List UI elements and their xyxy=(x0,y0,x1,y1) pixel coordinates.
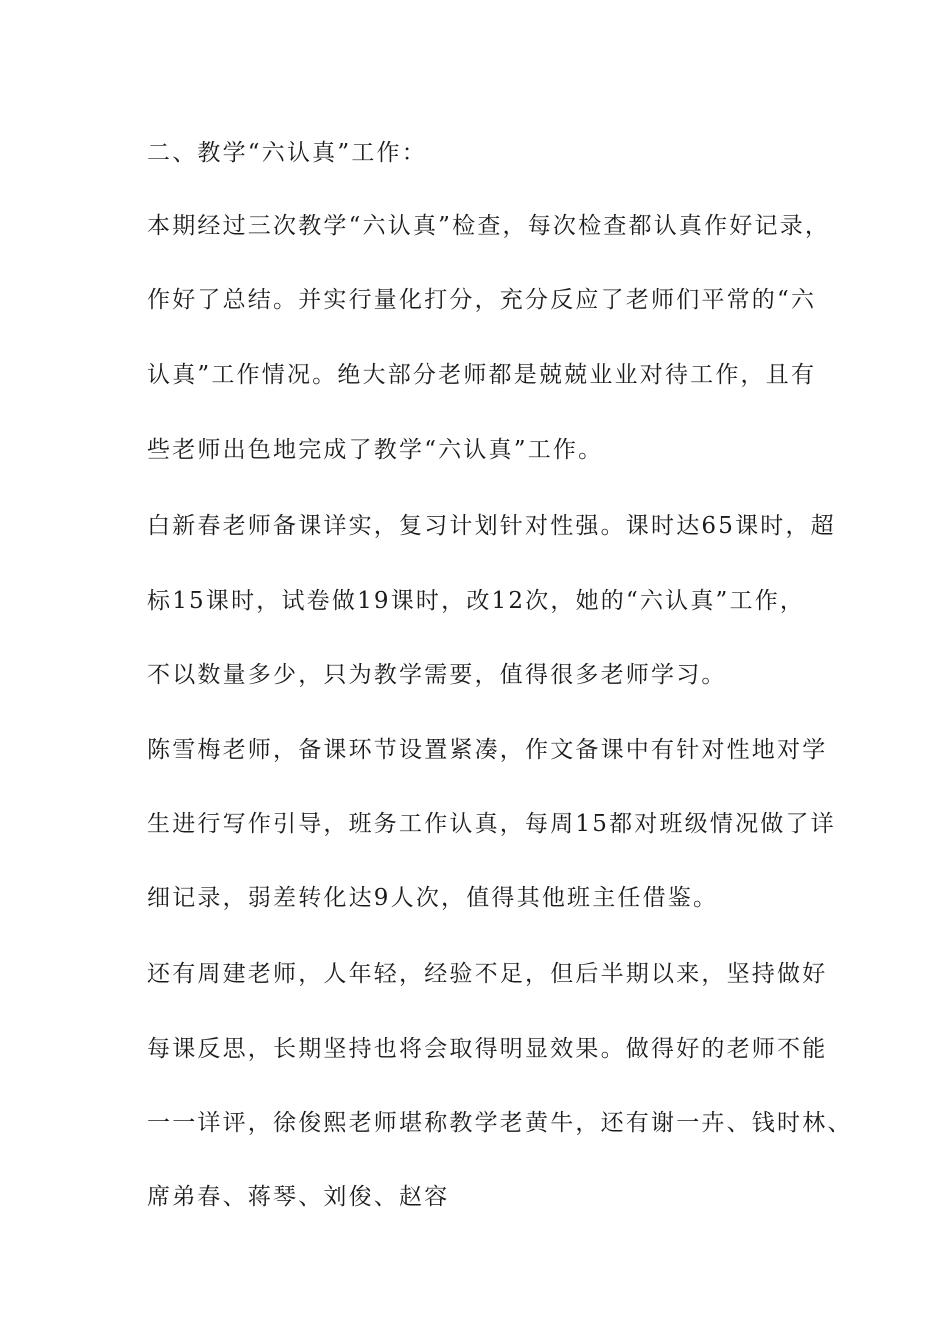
paragraph-line: 生进行写作引导，班务工作认真，每周15都对班级情况做了详 xyxy=(147,811,836,837)
paragraph-line: 白新春老师备课详实，复习计划针对性强。课时达65课时，超 xyxy=(147,513,836,539)
paragraph-line: 细记录，弱差转化达9人次，值得其他班主任借鉴。 xyxy=(147,885,719,911)
paragraph-line: 席弟春、蒋琴、刘俊、赵容 xyxy=(147,1184,450,1210)
paragraph-line: 作好了总结。并实行量化打分，充分反应了老师们平常的“六 xyxy=(147,287,817,313)
paragraph-line: 不以数量多少，只为教学需要，值得很多老师学习。 xyxy=(147,662,727,688)
paragraph-line: 还有周建老师，人年轻，经验不足，但后半期以来，坚持做好 xyxy=(147,961,828,987)
paragraph-line: 些老师出色地完成了教学“六认真”工作。 xyxy=(147,437,604,463)
paragraph-line: 本期经过三次教学“六认真”检查，每次检查都认真作好记录， xyxy=(147,213,831,239)
paragraph-line: 一一详评，徐俊熙老师堪称教学老黄牛，还有谢一卉、钱时林、 xyxy=(147,1110,853,1136)
paragraph-line: 每课反思，长期坚持也将会取得明显效果。做得好的老师不能 xyxy=(147,1036,828,1062)
paragraph-line: 标15课时，试卷做19课时，改12次，她的“六认真”工作， xyxy=(147,588,806,614)
section-heading: 二、教学“六认真”工作： xyxy=(147,140,427,166)
paragraph-line: 陈雪梅老师，备课环节设置紧凑，作文备课中有针对性地对学 xyxy=(147,737,828,763)
paragraph-line: 认真”工作情况。绝大部分老师都是兢兢业业对待工作，且有 xyxy=(147,362,817,388)
